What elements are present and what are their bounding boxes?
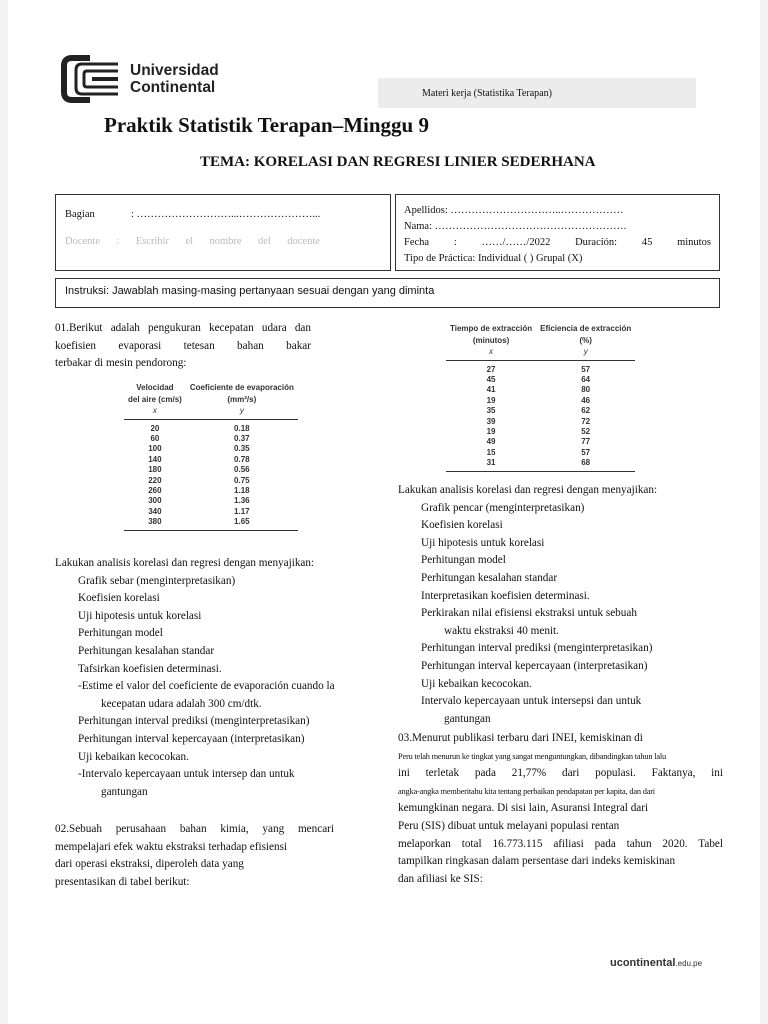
table-cell: 0.35 <box>234 444 250 454</box>
list-item: Perhitungan interval prediksi (menginterpretasikan) <box>78 715 310 728</box>
table-header: Eficiencia de extracción <box>540 324 632 333</box>
table-row <box>124 465 298 475</box>
table-cell: 0.37 <box>234 433 250 443</box>
question-1-tasks <box>55 555 365 801</box>
table-cell: 57 <box>581 364 591 374</box>
table-header: Coeficiente de evaporación <box>189 383 294 392</box>
duration-unit: minutos <box>677 237 711 248</box>
table-row <box>446 406 635 416</box>
table-cell: 1.65 <box>186 517 298 530</box>
table-cell: 49 <box>486 437 496 447</box>
table-cell: 64 <box>581 374 591 384</box>
table-air-velocity <box>124 383 298 531</box>
table-cell: 27 <box>486 364 496 374</box>
table-cell: 68 <box>536 458 635 471</box>
list-item: gantungan <box>444 712 491 725</box>
practice-type-field: Tipo de Práctica: Individual ( ) Grupal (X) <box>404 253 583 264</box>
table-cell: 140 <box>148 454 162 464</box>
teacher-placeholder-word: Docente <box>65 236 100 247</box>
date-value: ……/……/2022 <box>481 237 551 248</box>
text-line: dan afiliasi ke SIS: <box>398 872 483 885</box>
text-line: kemungkinan negara. Di sisi lain, Asuransi Integral dari <box>398 802 649 815</box>
text-line: terbakar di mesin pendorong: <box>55 357 187 370</box>
table-variable: y <box>536 347 635 360</box>
text-line: Lakukan analisis korelasi dan regresi dengan menyajikan: <box>398 484 658 496</box>
table-row <box>446 385 635 395</box>
table-row <box>124 486 298 496</box>
text-line: 02.Sebuah perusahaan bahan kimia, yang mencari <box>55 823 334 835</box>
table-row <box>124 517 298 530</box>
table-cell: 300 <box>148 496 162 506</box>
table-cell: 39 <box>486 416 496 426</box>
table-cell: 80 <box>581 385 591 395</box>
table-cell: 180 <box>148 465 162 475</box>
university-name <box>130 62 219 96</box>
material-label: Materi kerja (Statistika Terapan) <box>378 78 696 108</box>
table-cell: 100 <box>148 444 162 454</box>
table-row <box>446 417 635 427</box>
text-line: koefisien evaporasi tetesan bahan bakar <box>55 339 311 352</box>
table-row <box>124 419 298 434</box>
section-label: Bagian <box>65 209 95 220</box>
text-line: melaporkan total 16.773.115 afiliasi pada tahun 2020. Tabel <box>398 837 723 850</box>
table-row <box>446 458 635 471</box>
text-line: mempelajari efek waktu ekstraksi terhadap efisiensi <box>55 840 288 853</box>
question-1-intro <box>55 320 311 373</box>
table-cell: 1.36 <box>234 496 250 506</box>
table-cell: 380 <box>124 517 186 530</box>
table-cell: 0.18 <box>234 423 250 433</box>
text-line: presentasikan di tabel berikut: <box>55 875 190 888</box>
table-cell: 72 <box>581 416 591 426</box>
list-item: Tafsirkan koefisien determinasi. <box>78 662 222 675</box>
list-item: Perhitungan model <box>78 627 163 640</box>
date-duration-row <box>404 235 711 251</box>
table-variable: x <box>446 347 536 360</box>
table-cell: 340 <box>148 506 162 516</box>
table-row <box>124 476 298 486</box>
table-cell: 57 <box>581 447 591 457</box>
table-cell: 45 <box>486 374 496 384</box>
list-item: gantungan <box>101 785 148 798</box>
table-row <box>124 507 298 517</box>
teacher-placeholder-word: el <box>185 236 194 247</box>
table-cell: 62 <box>581 406 591 416</box>
list-item: Perhitungan model <box>421 554 506 567</box>
text-line: Peru (SIS) dibuat untuk melayani populasi rentan <box>398 819 620 832</box>
teacher-placeholder-word: docente <box>287 236 320 247</box>
table-header: (%) <box>579 335 592 345</box>
table-row <box>124 496 298 506</box>
duration-label: Duración: <box>575 237 618 248</box>
table-cell: 1.18 <box>234 485 250 495</box>
list-item: Uji kebaikan kecocokan. <box>421 677 532 690</box>
list-item: -Estime el valor del coeficiente de evaporación cuando la <box>78 680 335 693</box>
text-line: 01.Berikut adalah pengukuran kecepatan udara dan <box>55 322 311 334</box>
surname-field: Apellidos: …………………………..……………… <box>404 205 624 216</box>
teacher-placeholder-word: : <box>116 236 120 247</box>
table-header: (mm²/s) <box>227 394 257 404</box>
table-cell: 20 <box>150 423 160 433</box>
table-cell: 41 <box>486 385 496 395</box>
teacher-placeholder-word: Escribir <box>135 236 170 247</box>
table-cell: 60 <box>150 433 160 443</box>
text-line: tampilkan ringkasan dalam persentase dari indeks kemiskinan <box>398 855 676 868</box>
section-value: : ………………………...…………………... <box>131 209 321 220</box>
section-info-box <box>55 194 391 271</box>
list-item: kecepatan udara adalah 300 cm/dtk. <box>101 697 262 710</box>
list-item: Perhitungan interval kepercayaan (interpretasikan) <box>421 659 648 672</box>
table-header: Tiempo de extracción <box>450 324 533 333</box>
question-2-intro <box>55 821 334 891</box>
theme-heading: TEMA: KORELASI DAN REGRESI LINIER SEDERHANA <box>200 154 596 170</box>
teacher-placeholder-word: nombre <box>209 236 242 247</box>
table-row <box>124 434 298 444</box>
text-line: ini terletak pada 21,77% dari populasi. Faktanya, ini <box>398 767 723 780</box>
list-item: Perhitungan interval prediksi (menginterpretasikan) <box>421 642 653 655</box>
duration-value: 45 <box>641 237 653 248</box>
table-row <box>446 375 635 385</box>
table-cell: 31 <box>446 458 536 471</box>
footer-url <box>610 957 702 969</box>
list-item: Uji hipotesis untuk korelasi <box>78 609 202 622</box>
teacher-placeholder-word: del <box>258 236 271 247</box>
table-row <box>124 444 298 454</box>
table-variable: y <box>186 406 298 419</box>
text-line: Lakukan analisis korelasi dan regresi dengan menyajikan: <box>55 557 315 569</box>
list-item: Intervalo kepercayaan untuk intersepsi dan untuk <box>421 695 642 708</box>
list-item: waktu ekstraksi 40 menit. <box>444 624 559 637</box>
list-item: Interpretasikan koefisien determinasi. <box>421 589 590 602</box>
table-header: (minutos) <box>472 335 510 345</box>
table-cell: 0.75 <box>234 475 250 485</box>
table-cell: 220 <box>148 475 162 485</box>
table-cell: 19 <box>486 395 496 405</box>
university-name-line2: Continental <box>130 79 216 96</box>
date-colon: : <box>453 237 457 248</box>
list-item: Uji hipotesis untuk korelasi <box>421 536 545 549</box>
instructions-box: Instruksi: Jawablah masing-masing pertanyaan sesuai dengan yang diminta <box>55 278 720 308</box>
text-line: dari operasi ekstraksi, diperoleh data yang <box>55 858 244 871</box>
list-item: Grafik sebar (menginterpretasikan) <box>78 574 236 587</box>
document-page <box>8 0 760 1024</box>
table-cell: 260 <box>148 485 162 495</box>
table-header: Velocidad <box>136 383 174 392</box>
list-item: Perhitungan interval kepercayaan (interpretasikan) <box>78 732 305 745</box>
table-cell: 15 <box>486 447 496 457</box>
name-field: Nama: ………………………………………………. <box>404 221 627 232</box>
list-item: Perhitungan kesalahan standar <box>78 644 215 657</box>
question-3-intro <box>398 730 723 888</box>
table-row <box>446 448 635 458</box>
list-item: Uji kebaikan kecocokan. <box>78 750 189 763</box>
question-2-tasks <box>398 482 728 728</box>
student-info-box <box>395 194 720 271</box>
table-cell: 1.17 <box>234 506 250 516</box>
table-header: del aire (cm/s) <box>128 394 182 404</box>
table-cell: 46 <box>581 395 591 405</box>
table-row <box>446 437 635 447</box>
table-cell: 19 <box>486 426 496 436</box>
list-item: Perkirakan nilai efisiensi ekstraksi untuk sebuah <box>421 607 637 620</box>
table-cell: 0.78 <box>234 454 250 464</box>
table-cell: 0.56 <box>234 465 250 475</box>
table-row <box>446 427 635 437</box>
teacher-placeholder <box>65 236 320 247</box>
university-logo <box>60 54 219 104</box>
table-cell: 52 <box>581 426 591 436</box>
text-line: Peru telah menurun ke tingkat yang sangat menguntungkan, dibandingkan tahun lalu <box>398 751 666 761</box>
table-row <box>446 396 635 406</box>
list-item: Perhitungan kesalahan standar <box>421 571 558 584</box>
university-name-line1: Universidad <box>130 62 219 79</box>
university-emblem-icon <box>60 54 120 104</box>
table-variable: x <box>124 406 186 419</box>
text-line: angka-angka memberitahu kita tentang perbaikan pendapatan per kapita, dan dari <box>398 786 655 796</box>
list-item: Koefisien korelasi <box>78 592 160 605</box>
table-cell: 77 <box>581 437 591 447</box>
table-row <box>124 455 298 465</box>
date-label: Fecha <box>404 237 430 248</box>
page-title: Praktik Statistik Terapan–Minggu 9 <box>104 113 429 137</box>
table-row <box>446 360 635 375</box>
list-item: Koefisien korelasi <box>421 519 503 532</box>
list-item: Grafik pencar (menginterpretasikan) <box>421 501 585 514</box>
footer-domain: .edu.pe <box>675 959 703 968</box>
table-extraction <box>446 324 635 472</box>
text-line: 03.Menurut publikasi terbaru dari INEI, kemiskinan di <box>398 732 643 744</box>
footer-brand: ucontinental <box>610 957 676 969</box>
list-item: -Intervalo kepercayaan untuk intersep dan untuk <box>78 768 295 781</box>
table-cell: 35 <box>486 406 496 416</box>
